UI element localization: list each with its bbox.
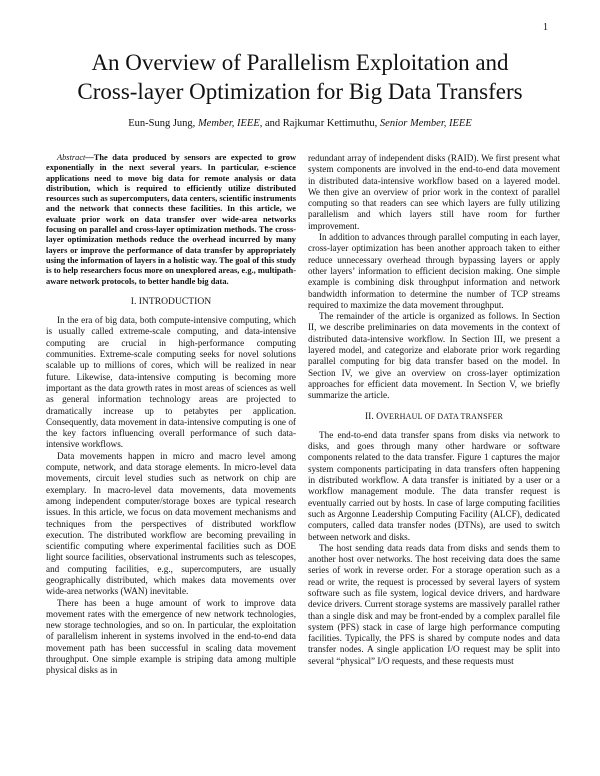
section-1-heading: I. INTRODUCTION <box>130 295 212 307</box>
section-2-heading <box>308 411 560 422</box>
page-number: 1 <box>543 22 548 33</box>
left-column <box>46 153 296 677</box>
abstract-text: —The data produced by sensors are expected to grow exponentially in the next several years. In particular, e-science applications need to move big data for remote analysis or data distribution, which is required to efficiently utilize distributed resources such as supercomputers, data centers, scientific instruments and the network that connects these facilities. In this article, we evaluate prior work on data transfer over wide-area networks focusing on parallel and cross-layer optimization methods. The cross-layer optimization methods reduce the overhead incurred by many layers or improve the performance of data transfer by appropriately using the information of layers in a holistic way. The goal of this study is to help researchers focus more on unexplored areas, e.g., multipath-aware network protocols, to better handle big data. <box>46 153 296 286</box>
section-2-heading-initial: O <box>376 410 384 422</box>
paper-title <box>40 48 560 106</box>
intro-paragraph-5: The remainder of the article is organized as follows. In Section II, we describe preliminaries on data movements in the context of distributed data-intensive workflow. In Section III, we present a layered model, and categorize and elaborate prior work regarding parallel computing for big data transfer based on the model. In Section IV, we give an overview on cross-layer optimization approaches for efficient data movement. In Section V, we briefly summarize the article. <box>308 311 560 401</box>
abstract <box>46 153 296 287</box>
author-separator: , and Rajkumar Kettimuthu, <box>259 118 380 129</box>
title-line-2: Cross-layer Optimization for Big Data Transfers <box>77 79 523 104</box>
title-line-1: An Overview of Parallelism Exploitation and <box>91 50 509 75</box>
section-2-paragraph-2: The host sending data reads data from disks and sends them to another host over networks. The host receiving data does the same series of work in reverse order. For a storage operation such as a read or write, the request is processed by several layers of system software such as file system, logical device drivers, and hardware device drivers. Current storage systems are massively parallel rather than a single disk and may be front-ended by a complex parallel file system (PFS) stack in case of large high performance computing facilities. Typically, the PFS is shared by compute nodes and data transfer nodes. A single application I/O request may be split into several “physical” I/O requests, and these requests must <box>308 542 560 666</box>
section-2-heading-rest: VERHAUL OF DATA TRANSFER <box>383 411 504 421</box>
section-2-number: II. <box>364 410 377 422</box>
section-2-paragraph-1: The end-to-end data transfer spans from disks via network to disks, and goes through many other hardware or software components related to the data transfer. Figure 1 captures the major system components participating in data transfers often happening in distributed workflow. A data transfer is initiated by a user or a workflow management module. The data transfer request is eventually carried out by hosts. In case of large computing facilities such as Argonne Leadership Computing Facility (ALCF), dedicated computers, called data transfer nodes (DTNs), are used to switch between network and disks. <box>308 429 560 542</box>
abstract-label: Abstract <box>57 153 86 162</box>
right-column <box>308 153 560 667</box>
author-line <box>40 118 560 129</box>
author-1-role: Member, IEEE <box>197 118 260 129</box>
intro-paragraph-1: In the era of big data, both compute-intensive computing, which is usually called extreme-scale computing, and data-intensive computing are crucial in high-performance computing communities. Extreme-scale computing seeks for novel solutions scalable up to millions of cores, which will be realized in near future. Likewise, data-intensive computing is becoming more important as the data growth rates in most areas of sciences as well as general information technology areas are projected to dramatically increase up to petabytes per application. Consequently, data movement in data-intensive computing is one of the key factors influencing overall performance of such data-intensive workflows. <box>46 315 296 450</box>
author-1-name: Eun-Sung Jung, <box>128 118 198 129</box>
author-2-role: Senior Member, IEEE <box>379 118 472 129</box>
intro-paragraph-4: In addition to advances through parallel computing in each layer, cross-layer optimization has been another approach taken to either reduce unnecessary overhead through bypassing layers or apply other layers’ information to efficient decision making. One simple example is combining disk throughput information and network bandwidth information to determine the number of TCP streams required to maximize the data movement throughput. <box>308 232 560 310</box>
intro-paragraph-3: There has been a huge amount of work to improve data movement rates with the emergence of new network technologies, new storage technologies, and so on. In particular, the exploitation of parallelism inherent in systems involved in the end-to-end data movement path has been successful in scaling data movement throughput. One simple example is striping data among multiple physical disks as in <box>46 597 296 676</box>
intro-paragraph-3-continued: redundant array of independent disks (RAID). We first present what system components are involved in the end-to-end data movement in distributed data-intensive workflow based on a layered model. We then give an overview of prior work in the context of parallel computing so that readers can see which layers are fully utilizing parallelism and which layers still have room for further improvement. <box>308 153 560 231</box>
intro-paragraph-2: Data movements happen in micro and macro level among compute, network, and data storage elements. In micro-level data movements, circuit level studies such as network on chip are exemplary. In macro-level data movements, data movements among independent computer/storage boxes are typical research issues. In this article, we focus on data movement mechanisms and techniques from the perspectives of distributed workflow execution. The distributed workflow are becoming prevailing in scientific computing where experimental facilities such as DOE light source facilities, observational instruments such as telescopes, and computing facilities, e.g., supercomputers, are usually geographically distributed, which makes data movements over wide-area networks (WAN) inevitable. <box>46 450 296 597</box>
